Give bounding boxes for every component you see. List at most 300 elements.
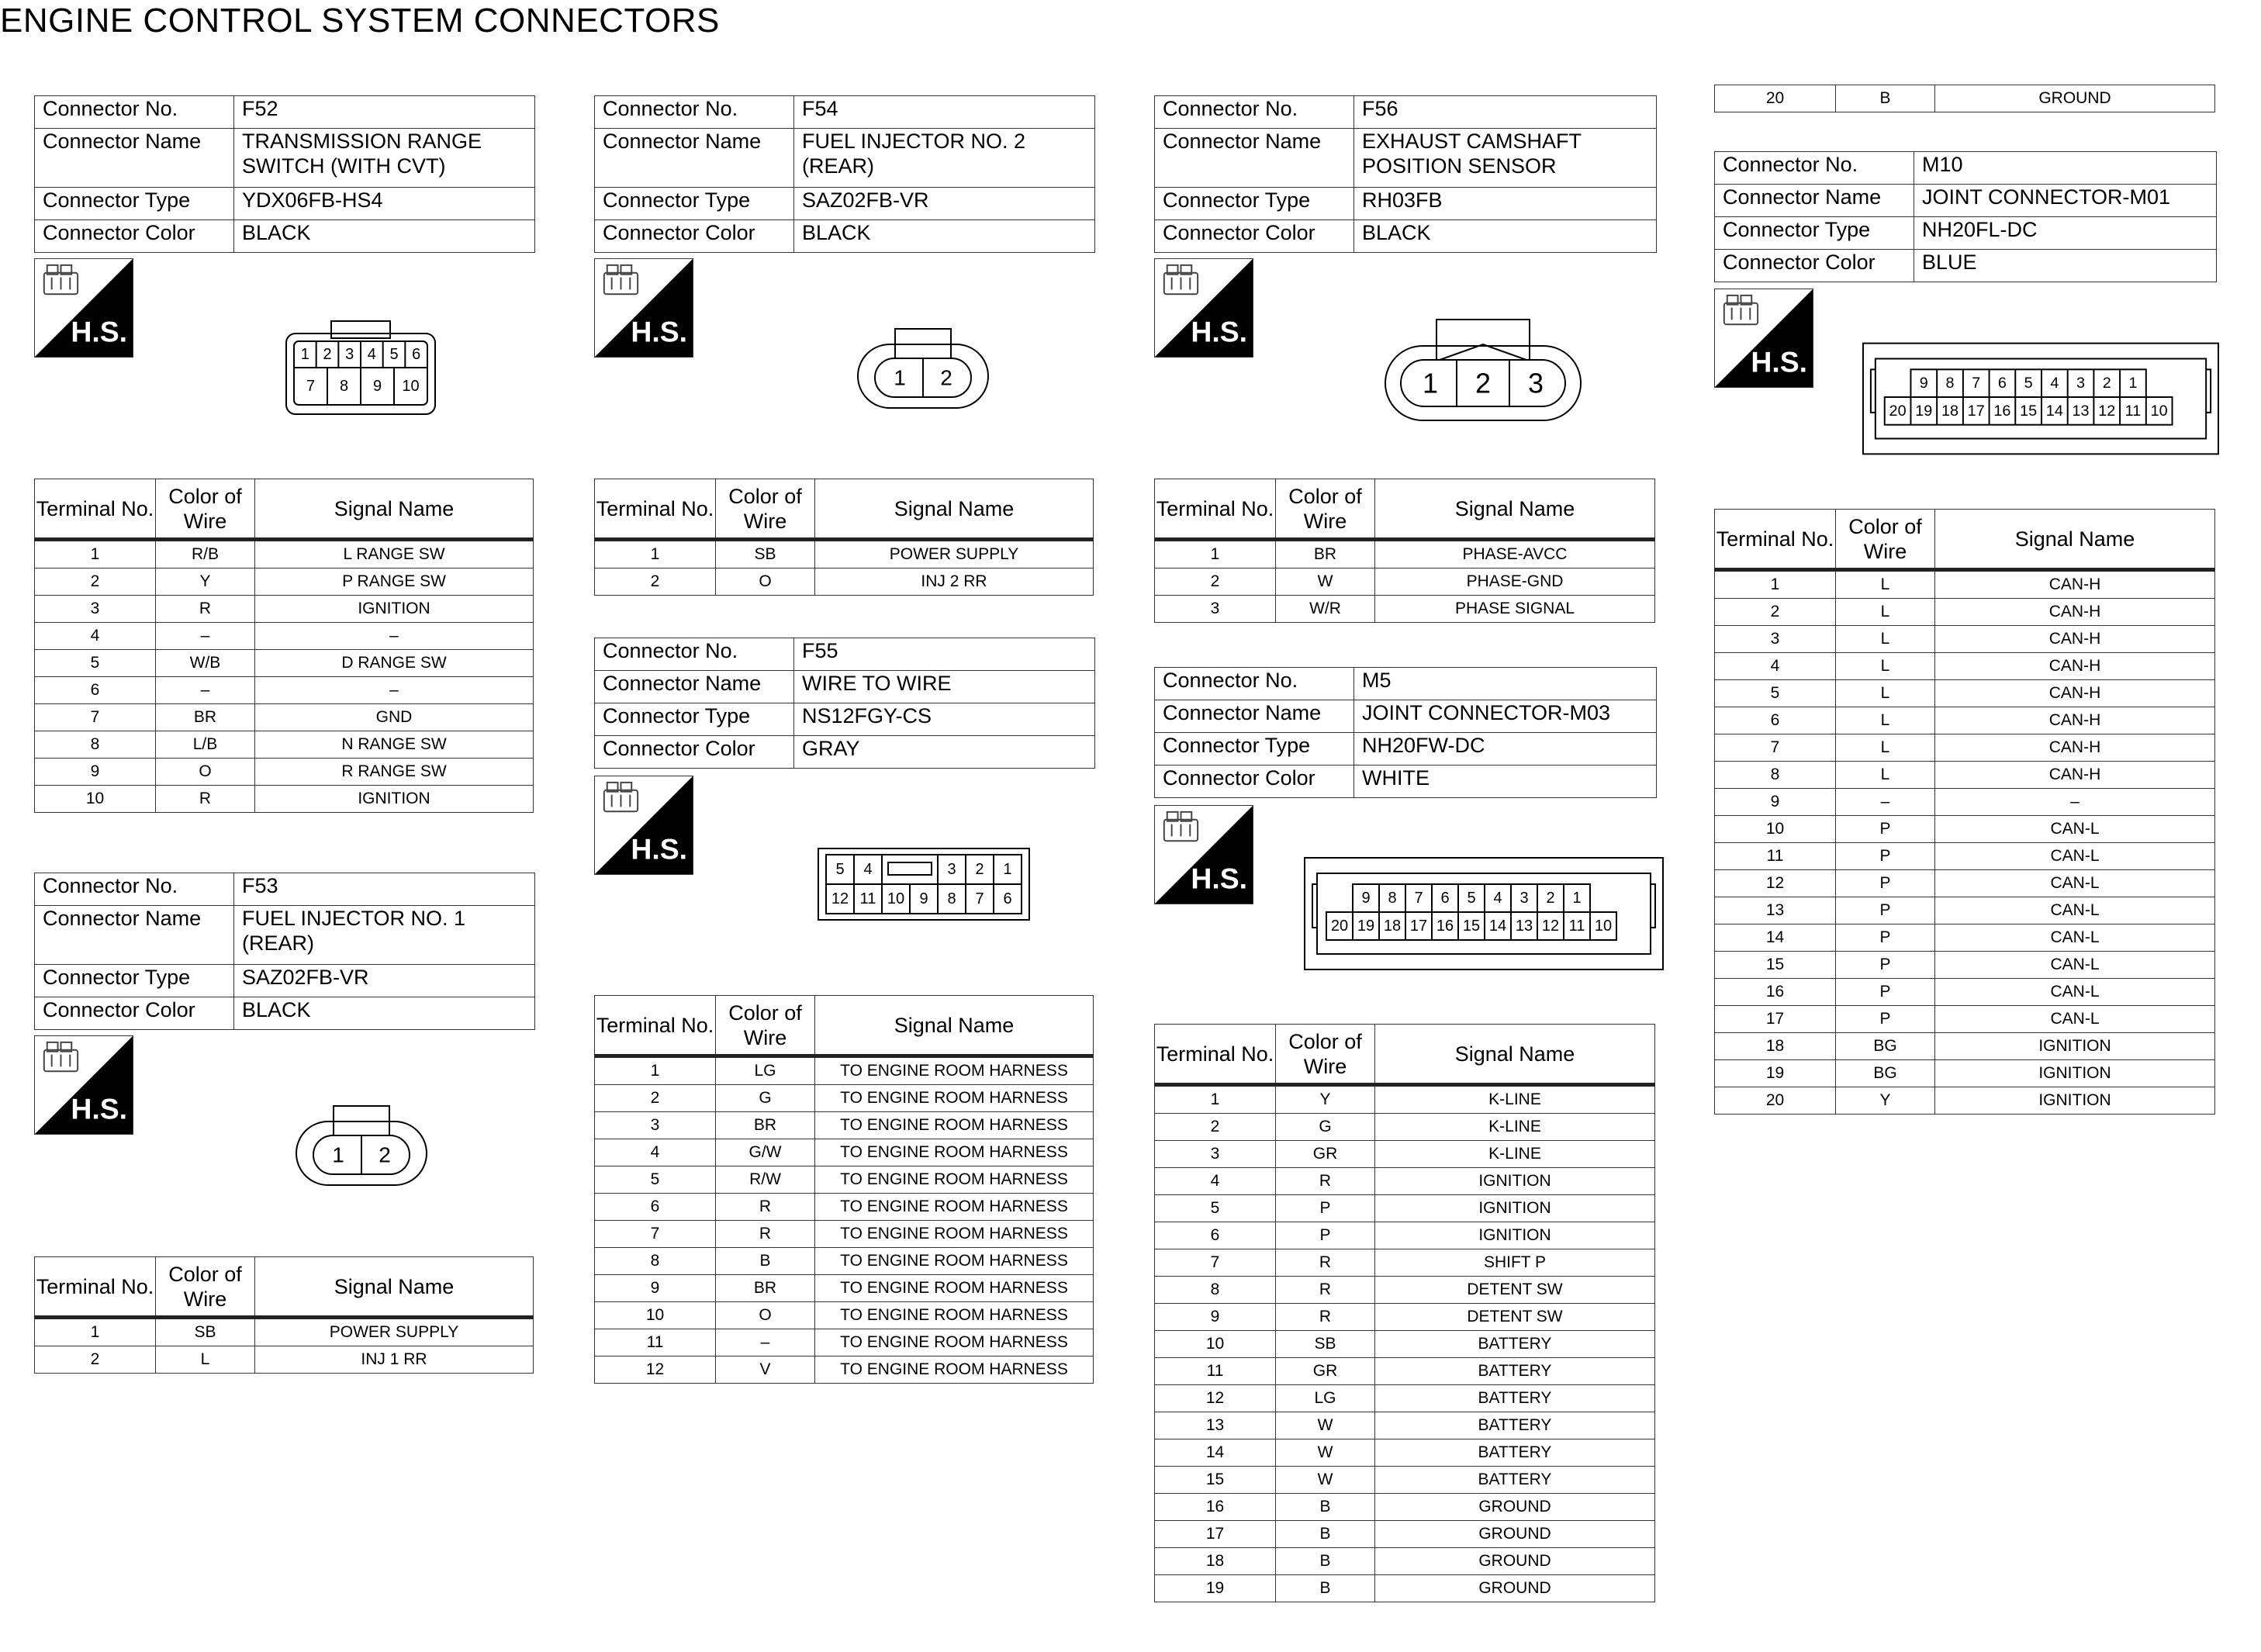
terminal-no: 10 xyxy=(1155,1331,1276,1358)
signal-name: CAN-H xyxy=(1935,707,2215,734)
wire-color: B xyxy=(1276,1575,1375,1602)
pin-number: 12 xyxy=(2098,402,2116,420)
connector-face-f56 xyxy=(1384,313,1582,423)
terminal-row xyxy=(595,1357,1094,1384)
pin-number: 10 xyxy=(2150,402,2168,420)
signal-name: N RANGE SW xyxy=(255,731,534,759)
connector-info-f55 xyxy=(594,638,1095,769)
header-signal-name: Signal Name xyxy=(815,996,1094,1056)
wire-color: W xyxy=(1276,1412,1375,1439)
wire-color: R xyxy=(1276,1168,1375,1195)
label-connector-name: Connector Name xyxy=(1155,129,1354,188)
terminal-no: 9 xyxy=(595,1275,716,1302)
pin-number: 8 xyxy=(947,890,956,907)
wire-color: B xyxy=(1276,1548,1375,1575)
header-wire-color: Color of Wire xyxy=(716,479,815,540)
wire-color: B xyxy=(716,1248,815,1275)
terminal-row xyxy=(1155,1494,1655,1521)
pin-number: 20 xyxy=(1330,918,1349,935)
pin-number: 18 xyxy=(1383,918,1402,935)
connector-face-m5 xyxy=(1303,856,1665,971)
terminal-row xyxy=(595,1248,1094,1275)
connector-no: M5 xyxy=(1354,668,1657,700)
wire-color: Y xyxy=(156,569,255,596)
terminal-row xyxy=(1715,979,2215,1006)
pin-number: 4 xyxy=(367,346,376,363)
signal-name: POWER SUPPLY xyxy=(815,540,1094,569)
pin-number: 8 xyxy=(1388,890,1397,907)
terminal-no: 2 xyxy=(1155,569,1276,596)
signal-name: TO ENGINE ROOM HARNESS xyxy=(815,1357,1094,1384)
terminal-row xyxy=(595,1194,1094,1221)
header-signal-name: Signal Name xyxy=(255,1257,534,1318)
terminal-no: 20 xyxy=(1715,85,1836,112)
wire-color: GR xyxy=(1276,1141,1375,1168)
header-signal-name: Signal Name xyxy=(255,479,534,540)
terminal-row xyxy=(1155,1277,1655,1304)
terminal-no: 2 xyxy=(595,1085,716,1112)
signal-name: K-LINE xyxy=(1375,1141,1655,1168)
pin-number: 6 xyxy=(1440,890,1450,907)
signal-name: GROUND xyxy=(1375,1575,1655,1602)
terminal-row xyxy=(1155,1085,1655,1114)
terminal-table-m5 xyxy=(1154,1024,1655,1602)
wire-color: BR xyxy=(156,704,255,731)
pin-number: 13 xyxy=(2072,402,2090,420)
connector-name: EXHAUST CAMSHAFT POSITION SENSOR xyxy=(1354,129,1657,188)
terminal-row xyxy=(35,786,534,813)
connector-name: FUEL INJECTOR NO. 2 (REAR) xyxy=(794,129,1095,188)
signal-name: CAN-L xyxy=(1935,979,2215,1006)
terminal-no: 6 xyxy=(1155,1222,1276,1249)
terminal-row xyxy=(1715,707,2215,734)
terminal-no: 10 xyxy=(35,786,156,813)
signal-name: CAN-L xyxy=(1935,816,2215,843)
hs-label: H.S. xyxy=(631,315,688,348)
signal-name: K-LINE xyxy=(1375,1114,1655,1141)
terminal-table-f52 xyxy=(34,479,534,813)
wire-color: LG xyxy=(1276,1385,1375,1412)
terminal-row xyxy=(1155,1249,1655,1277)
pin-number: 10 xyxy=(887,890,905,907)
wire-color: P xyxy=(1836,1006,1935,1033)
wire-color: L xyxy=(1836,734,1935,762)
wire-color: P xyxy=(1836,816,1935,843)
signal-name: PHASE SIGNAL xyxy=(1375,596,1655,623)
terminal-row xyxy=(595,569,1094,596)
harness-side-icon xyxy=(34,258,133,358)
terminal-table-f56 xyxy=(1154,479,1655,623)
terminal-no: 5 xyxy=(595,1166,716,1194)
terminal-row xyxy=(1715,762,2215,789)
terminal-no: 18 xyxy=(1715,1033,1836,1060)
connector-name: JOINT CONNECTOR-M03 xyxy=(1354,700,1657,733)
wire-color: P xyxy=(1836,979,1935,1006)
terminal-no: 13 xyxy=(1155,1412,1276,1439)
signal-name: TO ENGINE ROOM HARNESS xyxy=(815,1139,1094,1166)
terminal-table-m10-continued xyxy=(1714,85,2215,112)
connector-info-f56 xyxy=(1154,95,1657,253)
terminal-row xyxy=(1715,680,2215,707)
pin-number: 5 xyxy=(1467,890,1476,907)
terminal-row xyxy=(35,759,534,786)
signal-name: L RANGE SW xyxy=(255,540,534,569)
pin-number: 3 xyxy=(345,346,354,363)
terminal-row xyxy=(595,1085,1094,1112)
terminal-no: 8 xyxy=(1715,762,1836,789)
terminal-no: 4 xyxy=(595,1139,716,1166)
wire-color: P xyxy=(1276,1222,1375,1249)
header-terminal-no: Terminal No. xyxy=(35,479,156,540)
terminal-row xyxy=(35,596,534,623)
terminal-no: 6 xyxy=(1715,707,1836,734)
terminal-row xyxy=(1155,540,1655,569)
wire-color: GR xyxy=(1276,1358,1375,1385)
signal-name: – xyxy=(255,623,534,650)
label-connector-name: Connector Name xyxy=(595,129,794,188)
connector-no: F53 xyxy=(234,873,535,906)
signal-name: INJ 2 RR xyxy=(815,569,1094,596)
wire-color: W xyxy=(1276,1439,1375,1467)
pin-number: 8 xyxy=(339,378,349,395)
pin-number: 6 xyxy=(1003,890,1012,907)
wire-color: R/B xyxy=(156,540,255,569)
terminal-row xyxy=(1715,897,2215,924)
pin-number: 1 xyxy=(1572,890,1582,907)
terminal-no: 2 xyxy=(35,1346,156,1374)
terminal-row xyxy=(1715,870,2215,897)
pin-number: 14 xyxy=(2045,402,2063,420)
terminal-row xyxy=(1715,924,2215,952)
wire-color: G/W xyxy=(716,1139,815,1166)
label-connector-color: Connector Color xyxy=(1715,250,1914,282)
pin-number: 19 xyxy=(1915,402,1933,420)
signal-name: GND xyxy=(255,704,534,731)
terminal-no: 15 xyxy=(1715,952,1836,979)
pin-number: 9 xyxy=(372,378,382,395)
wire-color: – xyxy=(156,677,255,704)
harness-side-icon xyxy=(1154,805,1253,904)
pin-number: 16 xyxy=(1993,402,2011,420)
terminal-row xyxy=(35,731,534,759)
connector-color: BLACK xyxy=(234,220,535,253)
signal-name: – xyxy=(255,677,534,704)
terminal-no: 5 xyxy=(1155,1195,1276,1222)
terminal-row xyxy=(1155,1575,1655,1602)
pin-number: 4 xyxy=(1493,890,1502,907)
pin-number: 11 xyxy=(1568,918,1585,935)
connector-name: FUEL INJECTOR NO. 1 (REAR) xyxy=(234,906,535,965)
terminal-no: 3 xyxy=(1715,626,1836,653)
terminal-no: 3 xyxy=(1155,596,1276,623)
connector-info-f54 xyxy=(594,95,1095,253)
hs-label: H.S. xyxy=(631,832,688,866)
pin-number: 1 xyxy=(894,365,906,390)
connector-sketch-icon xyxy=(1164,265,1198,294)
terminal-no: 20 xyxy=(1715,1087,1836,1115)
terminal-no: 4 xyxy=(35,623,156,650)
wire-color: BG xyxy=(1836,1033,1935,1060)
terminal-table-m10 xyxy=(1714,509,2215,1115)
terminal-row xyxy=(35,1346,534,1374)
hs-label: H.S. xyxy=(1751,345,1808,378)
connector-sketch-icon xyxy=(604,783,638,811)
signal-name: IGNITION xyxy=(255,596,534,623)
connector-face-f52 xyxy=(283,318,438,419)
wire-color: L xyxy=(1836,707,1935,734)
wire-color: L xyxy=(1836,599,1935,626)
connector-name: JOINT CONNECTOR-M01 xyxy=(1914,185,2217,217)
connector-no: F56 xyxy=(1354,96,1657,129)
label-connector-no: Connector No. xyxy=(35,873,234,906)
terminal-row xyxy=(595,540,1094,569)
wire-color: R xyxy=(1276,1277,1375,1304)
pin-number: 1 xyxy=(2128,375,2138,392)
label-connector-no: Connector No. xyxy=(1155,668,1354,700)
terminal-row xyxy=(1715,816,2215,843)
hs-label: H.S. xyxy=(71,1092,128,1125)
terminal-no: 19 xyxy=(1715,1060,1836,1087)
connector-sketch-icon xyxy=(604,265,638,294)
pin-number: 4 xyxy=(863,861,873,878)
terminal-row xyxy=(1715,653,2215,680)
terminal-no: 15 xyxy=(1155,1467,1276,1494)
wire-color: SB xyxy=(1276,1331,1375,1358)
connector-face-f54 xyxy=(856,324,990,411)
terminal-no: 11 xyxy=(1715,843,1836,870)
terminal-row xyxy=(1715,1033,2215,1060)
signal-name: IGNITION xyxy=(1375,1168,1655,1195)
terminal-row xyxy=(1155,596,1655,623)
signal-name: TO ENGINE ROOM HARNESS xyxy=(815,1248,1094,1275)
signal-name: CAN-L xyxy=(1935,952,2215,979)
signal-name: K-LINE xyxy=(1375,1085,1655,1114)
label-connector-name: Connector Name xyxy=(35,129,234,188)
header-wire-color: Color of Wire xyxy=(1836,510,1935,570)
terminal-no: 8 xyxy=(35,731,156,759)
pin-number: 2 xyxy=(2102,375,2111,392)
label-connector-type: Connector Type xyxy=(1715,217,1914,250)
wire-color: L xyxy=(1836,626,1935,653)
connector-name: TRANSMISSION RANGE SWITCH (WITH CVT) xyxy=(234,129,535,188)
terminal-no: 14 xyxy=(1155,1439,1276,1467)
pin-number: 9 xyxy=(1919,375,1928,392)
signal-name: TO ENGINE ROOM HARNESS xyxy=(815,1194,1094,1221)
wire-color: LG xyxy=(716,1056,815,1085)
wire-color: B xyxy=(1836,85,1935,112)
signal-name: CAN-L xyxy=(1935,1006,2215,1033)
terminal-no: 3 xyxy=(1155,1141,1276,1168)
pin-number: 7 xyxy=(975,890,984,907)
terminal-no: 12 xyxy=(1155,1385,1276,1412)
signal-name: BATTERY xyxy=(1375,1331,1655,1358)
header-terminal-no: Terminal No. xyxy=(1715,510,1836,570)
terminal-row xyxy=(1155,1521,1655,1548)
terminal-row xyxy=(1155,1358,1655,1385)
terminal-no: 6 xyxy=(595,1194,716,1221)
terminal-no: 9 xyxy=(1715,789,1836,816)
harness-side-icon xyxy=(594,776,693,875)
wire-color: R xyxy=(1276,1249,1375,1277)
wire-color: W/B xyxy=(156,650,255,677)
terminal-row xyxy=(1155,1141,1655,1168)
terminal-row xyxy=(1715,789,2215,816)
pin-number: 1 xyxy=(1422,367,1439,399)
terminal-row xyxy=(1715,599,2215,626)
signal-name: CAN-L xyxy=(1935,897,2215,924)
terminal-row xyxy=(1715,1087,2215,1115)
signal-name: DETENT SW xyxy=(1375,1304,1655,1331)
pin-number: 4 xyxy=(2050,375,2059,392)
connector-type: NH20FW-DC xyxy=(1354,733,1657,766)
terminal-no: 7 xyxy=(1715,734,1836,762)
terminal-no: 2 xyxy=(1715,599,1836,626)
wire-color: B xyxy=(1276,1494,1375,1521)
terminal-no: 1 xyxy=(35,540,156,569)
wire-color: L xyxy=(1836,570,1935,599)
wire-color: BG xyxy=(1836,1060,1935,1087)
header-signal-name: Signal Name xyxy=(1935,510,2215,570)
signal-name: GROUND xyxy=(1375,1521,1655,1548)
wire-color: R/W xyxy=(716,1166,815,1194)
pin-number: 11 xyxy=(859,890,876,907)
terminal-row xyxy=(35,677,534,704)
terminal-row xyxy=(35,569,534,596)
signal-name: GROUND xyxy=(1375,1548,1655,1575)
signal-name: POWER SUPPLY xyxy=(255,1318,534,1346)
pin-number: 2 xyxy=(323,346,332,363)
terminal-row xyxy=(1155,1331,1655,1358)
hs-label: H.S. xyxy=(1191,315,1248,348)
pin-number: 2 xyxy=(1474,367,1492,399)
signal-name: INJ 1 RR xyxy=(255,1346,534,1374)
signal-name: CAN-H xyxy=(1935,570,2215,599)
terminal-row xyxy=(595,1139,1094,1166)
terminal-no: 17 xyxy=(1155,1521,1276,1548)
terminal-row xyxy=(595,1056,1094,1085)
terminal-no: 18 xyxy=(1155,1548,1276,1575)
wire-color: L xyxy=(1836,680,1935,707)
signal-name: IGNITION xyxy=(1375,1222,1655,1249)
terminal-no: 4 xyxy=(1155,1168,1276,1195)
terminal-no: 5 xyxy=(35,650,156,677)
pin-number: 15 xyxy=(1462,918,1481,935)
terminal-row xyxy=(1155,569,1655,596)
pin-number: 9 xyxy=(1361,890,1371,907)
connector-type: SAZ02FB-VR xyxy=(794,188,1095,220)
wire-color: SB xyxy=(156,1318,255,1346)
terminal-no: 1 xyxy=(595,540,716,569)
label-connector-no: Connector No. xyxy=(1715,152,1914,185)
header-wire-color: Color of Wire xyxy=(1276,1025,1375,1085)
terminal-no: 1 xyxy=(1155,1085,1276,1114)
connector-no: F52 xyxy=(234,96,535,129)
pin-number: 17 xyxy=(1967,402,1985,420)
signal-name: CAN-L xyxy=(1935,843,2215,870)
pin-number: 3 xyxy=(2076,375,2086,392)
terminal-no: 1 xyxy=(595,1056,716,1085)
terminal-row xyxy=(35,1318,534,1346)
terminal-table-f53 xyxy=(34,1256,534,1374)
pin-number: 6 xyxy=(1997,375,2007,392)
label-connector-name: Connector Name xyxy=(1155,700,1354,733)
signal-name: GROUND xyxy=(1935,85,2215,112)
terminal-row xyxy=(1155,1114,1655,1141)
terminal-no: 7 xyxy=(1155,1249,1276,1277)
header-wire-color: Color of Wire xyxy=(1276,479,1375,540)
header-signal-name: Signal Name xyxy=(1375,1025,1655,1085)
terminal-no: 10 xyxy=(595,1302,716,1329)
pin-number: 10 xyxy=(1594,918,1613,935)
terminal-row xyxy=(595,1275,1094,1302)
label-connector-no: Connector No. xyxy=(595,96,794,129)
pin-number: 18 xyxy=(1941,402,1959,420)
wire-color: L xyxy=(1836,762,1935,789)
terminal-no: 1 xyxy=(1155,540,1276,569)
terminal-row xyxy=(1155,1385,1655,1412)
label-connector-color: Connector Color xyxy=(1155,220,1354,253)
wire-color: R xyxy=(716,1221,815,1248)
connector-color: BLACK xyxy=(1354,220,1657,253)
terminal-row xyxy=(595,1221,1094,1248)
connector-no: F54 xyxy=(794,96,1095,129)
pin-number: 7 xyxy=(1414,890,1423,907)
pin-number: 14 xyxy=(1488,918,1507,935)
terminal-row xyxy=(1155,1195,1655,1222)
signal-name: CAN-H xyxy=(1935,626,2215,653)
wire-color: V xyxy=(716,1357,815,1384)
wire-color: P xyxy=(1836,924,1935,952)
terminal-no: 12 xyxy=(1715,870,1836,897)
connector-face-f53 xyxy=(295,1101,428,1188)
signal-name: CAN-H xyxy=(1935,762,2215,789)
pin-number: 5 xyxy=(835,861,845,878)
terminal-no: 2 xyxy=(35,569,156,596)
terminal-no: 8 xyxy=(1155,1277,1276,1304)
terminal-no: 7 xyxy=(35,704,156,731)
hs-label: H.S. xyxy=(71,315,128,348)
wire-color: Y xyxy=(1276,1085,1375,1114)
connector-color: BLUE xyxy=(1914,250,2217,282)
label-connector-name: Connector Name xyxy=(1715,185,1914,217)
label-connector-no: Connector No. xyxy=(1155,96,1354,129)
terminal-row xyxy=(595,1329,1094,1357)
wire-color: – xyxy=(156,623,255,650)
label-connector-type: Connector Type xyxy=(595,703,794,736)
terminal-no: 13 xyxy=(1715,897,1836,924)
wire-color: P xyxy=(1836,952,1935,979)
pin-number: 17 xyxy=(1409,918,1428,935)
label-connector-no: Connector No. xyxy=(35,96,234,129)
pin-number: 2 xyxy=(975,861,984,878)
pin-number: 6 xyxy=(412,346,421,363)
pin-number: 11 xyxy=(2124,402,2142,420)
terminal-row xyxy=(35,650,534,677)
signal-name: P RANGE SW xyxy=(255,569,534,596)
pin-number: 12 xyxy=(1541,918,1560,935)
signal-name: BATTERY xyxy=(1375,1358,1655,1385)
terminal-row xyxy=(1715,570,2215,599)
wire-color: SB xyxy=(716,540,815,569)
label-connector-type: Connector Type xyxy=(1155,188,1354,220)
connector-color: BLACK xyxy=(794,220,1095,253)
terminal-no: 9 xyxy=(35,759,156,786)
wire-color: – xyxy=(716,1329,815,1357)
terminal-no: 11 xyxy=(1155,1358,1276,1385)
label-connector-color: Connector Color xyxy=(1155,766,1354,798)
connector-info-f52 xyxy=(34,95,535,253)
signal-name: SHIFT P xyxy=(1375,1249,1655,1277)
